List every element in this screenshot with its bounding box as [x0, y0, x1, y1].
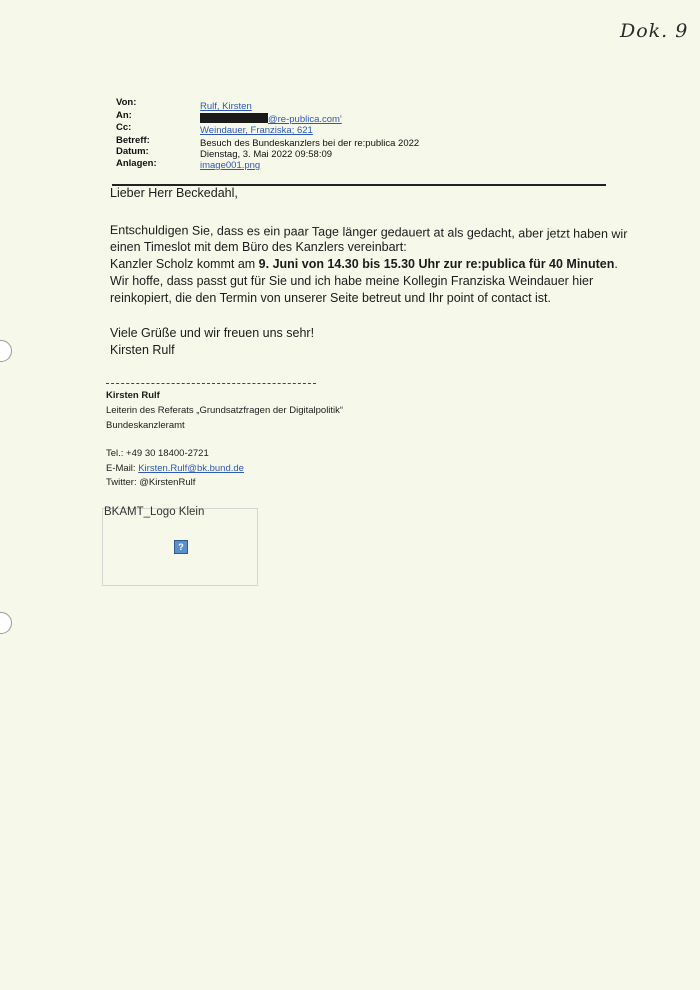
body-line-1: Entschuldigen Sie, dass es ein paar Tage länger gedauert at als gedacht, aber jetzt haben wir: [109, 223, 628, 242]
to-value: [200, 113, 342, 125]
broken-image-icon: ?: [174, 540, 188, 554]
signature-org: Bundeskanzleramt: [106, 420, 185, 431]
signature-tel: Tel.: +49 30 18400-2721: [106, 448, 209, 459]
redaction-bar: [200, 113, 268, 123]
cc-value: [200, 125, 313, 136]
signature-email: [106, 463, 244, 474]
cc-label: Cc:: [116, 122, 132, 133]
date-label: Datum:: [116, 146, 149, 157]
body-line-5: reinkopiert, die den Termin von unserer Seite betreut und Ihr point of contact ist.: [110, 291, 551, 305]
from-value: [200, 101, 252, 112]
closing-line: Viele Grüße und wir freuen uns sehr!: [110, 326, 315, 340]
body-line-2: einen Timeslot mit dem Büro des Kanzlers vereinbart:: [110, 240, 407, 254]
closing-name: Kirsten Rulf: [110, 343, 175, 357]
to-link[interactable]: @re-publica.com': [268, 114, 342, 125]
logo-alt-text: BKAMT_Logo Klein: [104, 506, 205, 518]
to-label: An:: [116, 110, 132, 121]
appointment-highlight: 9. Juni von 14.30 bis 15.30 Uhr zur re:publica für 40 Minuten: [258, 257, 615, 271]
date-value: Dienstag, 3. Mai 2022 09:58:09: [200, 149, 333, 160]
cc-extra-link[interactable]: ; 621: [291, 125, 313, 136]
signature-twitter: Twitter: @KirstenRulf: [106, 477, 196, 488]
body-line-3: [110, 257, 618, 271]
attachments-value: [200, 160, 260, 171]
signature-role: Leiterin des Referats „Grundsatzfragen der Digitalpolitik“: [106, 405, 344, 416]
from-link[interactable]: Rulf, Kirsten: [200, 101, 252, 112]
cc-link[interactable]: Weindauer, Franziska: [200, 125, 292, 136]
greeting: Lieber Herr Beckedahl,: [110, 186, 238, 200]
body-line-4: Wir hoffe, dass passt gut für Sie und ich habe meine Kollegin Franziska Weindauer hier: [110, 274, 594, 288]
signature-divider: [106, 383, 316, 384]
signature-name: Kirsten Rulf: [106, 390, 160, 401]
from-label: Von:: [116, 97, 137, 108]
subject-value: Besuch des Bundeskanzlers bei der re:publica 2022: [200, 138, 420, 149]
attachment-link[interactable]: image001.png: [200, 160, 261, 171]
subject-label: Betreff:: [116, 135, 150, 146]
email-link[interactable]: Kirsten.Rulf@bk.bund.de: [138, 463, 244, 474]
document-number: Dok. 9: [620, 20, 689, 42]
punch-hole-top: [0, 340, 12, 362]
punch-hole-bottom: [0, 612, 12, 634]
body-line-3-pre: Kanzler Scholz kommt am: [110, 257, 259, 271]
attachments-label: Anlagen:: [116, 158, 157, 169]
email-label: E-Mail:: [106, 463, 139, 474]
body-line-3-post: .: [614, 257, 618, 271]
